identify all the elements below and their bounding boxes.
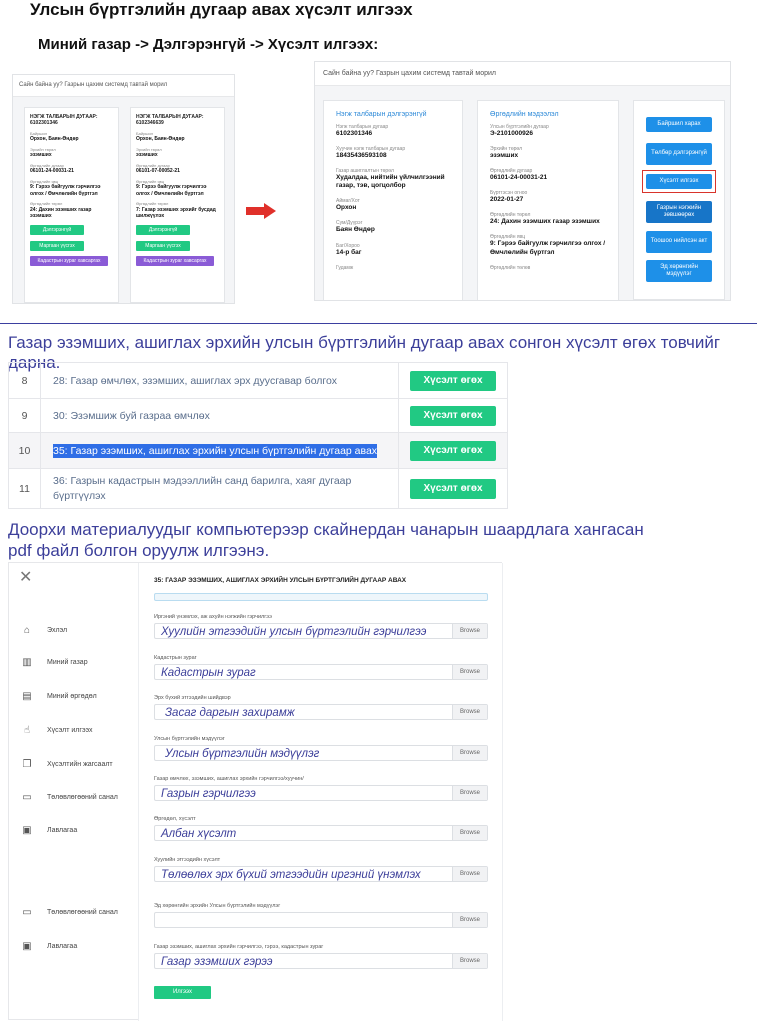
row-number: 9 [9, 399, 41, 433]
details-button[interactable]: Дэлгэрэнгүй [136, 225, 190, 235]
field-label: Бүртгэсэн огноо [490, 190, 528, 197]
file-field-label: Өргөдөл, хүсэлт [154, 816, 196, 822]
request-button[interactable]: Хүсэлт өгөх [410, 371, 496, 391]
highlight-box [642, 170, 716, 193]
sidebar-item-home[interactable] [21, 624, 67, 636]
file-input[interactable] [154, 912, 488, 928]
field-label: Өргөдлийн төлөв [490, 264, 531, 271]
sidebar-item-label: Хүсэлтийн жагсаалт [47, 760, 113, 768]
document-icon: ▤ [22, 690, 32, 702]
sidebar-item-reference[interactable] [21, 824, 77, 836]
file-name: Кадастрын зураг [161, 667, 256, 679]
file-input[interactable] [154, 953, 488, 969]
field-label: Өргөдлийн явц [30, 178, 59, 184]
row-number: 8 [9, 363, 41, 399]
row-number: 10 [9, 433, 41, 469]
field-value: 24: Дахин эзэмших газар эзэмших [30, 206, 92, 219]
field-label: Өргөдлийн явц [136, 178, 165, 184]
hand-icon: ☝ [23, 724, 31, 736]
field-label: Хуучин нэгж талбарын дугаар [336, 145, 406, 152]
file-field-label: Газар өмчлөх, эзэмших, ашиглах эрхийн гэрчилгээ/хуучин/ [154, 776, 304, 782]
field-value: 9: Гэрээ байгуулж гэрчилгээ олгох / Өмчлөлийн бүртгэл [136, 184, 207, 197]
file-field [154, 655, 488, 680]
field-value: 06101-24-00031-21 [30, 168, 74, 175]
sidebar-item-label: Төлөвлөгөөний санал [47, 793, 118, 801]
field-label: Аймаг/Хот [336, 198, 360, 205]
browse-button[interactable]: Browse [452, 954, 487, 968]
page-title: Улсын бүртгэлийн дугаар авах хүсэлт илгээх [30, 0, 413, 19]
field-label: Өргөдлийн төрөл [136, 200, 169, 206]
file-field-label: Эрх бүхий этгээдийн шийдвэр [154, 695, 231, 701]
field-value: 7: Газар эзэмших эрхийг бусдад шилжүүлэх [136, 206, 216, 219]
upload-form [138, 563, 503, 1021]
file-field-label: Хуулийн этгээдийн хүсэлт [154, 857, 221, 863]
list-icon: ❐ [22, 758, 32, 770]
field-label: Өргөдлийн явц [490, 234, 526, 241]
screen-parcel-detail [314, 61, 731, 301]
submit-button[interactable]: Илгээх [154, 986, 211, 999]
map-icon: ▥ [22, 656, 32, 668]
field-label: Улсын бүртгэлийн дугаар [490, 123, 549, 130]
file-name: Албан хүсэлт [161, 828, 237, 840]
file-input[interactable] [154, 785, 488, 801]
field-value: эзэмших [136, 152, 158, 159]
field-value: эзэмших [30, 152, 52, 159]
section-divider [0, 323, 757, 324]
field-label: Гудамж [336, 264, 354, 271]
field-label: Өргөдлийн дугаар [30, 162, 64, 168]
details-button[interactable]: Дэлгэрэнгүй [30, 225, 84, 235]
file-field [154, 776, 488, 801]
request-button[interactable]: Хүсэлт өгөх [410, 406, 496, 426]
browse-button[interactable]: Browse [452, 746, 487, 760]
sidebar-item-label: Лавлагаа [47, 826, 78, 834]
home-icon: ⌂ [23, 624, 31, 636]
sidebar-item-label: Хүсэлт илгээх [47, 726, 93, 734]
field-label: Нэгж талбарын дугаар [336, 123, 389, 130]
file-input[interactable] [154, 825, 488, 841]
file-input[interactable] [154, 623, 488, 639]
file-field-label: Эд хөрөнгийн эрхийн Улсын бүртгэлийн мэдүүлэг [154, 903, 281, 909]
parcel-number: 6102301346 [30, 120, 58, 127]
chat-icon: ▭ [22, 906, 32, 918]
sidebar-item-my-applications[interactable] [21, 690, 97, 702]
parcel-detail-heading: Нэгж талбарын дэлгэрэнгүй [336, 111, 427, 118]
browse-button[interactable]: Browse [452, 786, 487, 800]
field-value: Орхон [336, 204, 357, 212]
attach-cadastral-button[interactable]: Кадастрын зураг хавсаргах [136, 256, 214, 266]
file-field [154, 614, 488, 639]
sidebar-item-label: Лавлагаа [47, 942, 78, 950]
field-value: Э-2101000926 [490, 129, 533, 137]
screen-my-land [12, 74, 235, 304]
parcel-detail-card [323, 100, 463, 301]
inbox-icon: ▣ [22, 824, 32, 836]
file-name: Улсын бүртгэлийн мэдүүлэг [165, 748, 320, 760]
parcel-number-label: НЭГЖ ТАЛБАРЫН ДУГААР: [136, 114, 204, 120]
screen-upload-form [8, 562, 502, 1020]
instruction-caption: pdf файл болгон оруулж илгээнэ. [8, 541, 270, 560]
parcel-card [24, 107, 119, 303]
file-name: Хуулийн этгээдийн улсын бүртгэлийн гэрчилгээ [161, 626, 427, 638]
parcel-number-label: НЭГЖ ТАЛБАРЫН ДУГААР: [30, 114, 98, 120]
field-label: Баг/Хороо [336, 242, 360, 249]
file-name: Засаг даргын захирамж [165, 707, 295, 719]
application-heading: Өргөдлийн мэдээлэл [490, 111, 559, 118]
file-field [154, 944, 488, 969]
file-input[interactable] [154, 704, 488, 720]
sidebar-item-label: Эхлэл [47, 626, 68, 634]
field-label: Газар ашиглалтын төрөл [336, 168, 394, 174]
field-label: Өргөдлийн дугаар [136, 162, 170, 168]
table-row [9, 399, 508, 433]
file-input[interactable] [154, 745, 488, 761]
field-value: Орхон, Баян-Өндөр [30, 136, 79, 143]
row-number: 11 [9, 469, 41, 509]
field-value: 06101-24-00031-21 [490, 174, 548, 181]
property-declaration-button[interactable]: Эд хөрөнгийн мэдүүлэг [646, 260, 712, 282]
file-field-label: Кадастрын зураг [154, 655, 197, 661]
field-label: Өргөдлийн төрөл [30, 200, 63, 206]
file-input[interactable] [154, 866, 488, 882]
file-field [154, 903, 488, 928]
field-value: 9: Гэрээ байгуулж гэрчилгээ олгох / Өмчлөлийн бүртгэл [30, 184, 101, 197]
table-row [9, 469, 508, 509]
service-name: 36: Газрын кадастрын мэдээллийн санд барилга, хаяг дугаар бүртгүүлэх [41, 469, 399, 509]
browse-button[interactable]: Browse [452, 826, 487, 840]
field-value: эзэмших [490, 151, 519, 159]
table-row [9, 363, 508, 399]
sidebar-item-label: Төлөвлөгөөний санал [47, 908, 118, 916]
parcel-card [130, 107, 225, 303]
field-label: Сум/Дүүрэг [336, 220, 363, 227]
field-value: 2022-01-27 [490, 196, 524, 204]
table-row-selected [9, 433, 508, 469]
close-icon[interactable]: ✕ [19, 569, 33, 586]
chat-icon: ▭ [22, 791, 32, 803]
file-field-label: Иргэний үнэмлэх, аж ахуйн нэгжийн гэрчилгээ [154, 614, 272, 620]
arrow-right-icon [246, 203, 276, 219]
field-label: Эрхийн төрөл [136, 146, 162, 152]
field-value: 9: Гэрээ байгуулж гэрчилгээ олгох / Өмчлөлийн бүртгэл [490, 240, 606, 256]
file-field-label: Газар эзэмших, ашиглах эрхийн гэрчилгээ, гэрээ, кадастрын зураг [154, 944, 324, 950]
sidebar-item-plan-proposal[interactable] [21, 906, 118, 918]
browse-button[interactable]: Browse [452, 624, 487, 638]
parcel-number: 6102346639 [136, 120, 164, 127]
file-field [154, 736, 488, 761]
application-card [477, 100, 619, 301]
service-name-highlighted: 35: Газар эзэмших, ашиглах эрхийн улсын бүртгэлийн дугаар авах [53, 444, 378, 457]
sidebar-item-request-list[interactable] [21, 758, 113, 770]
file-field-label: Улсын бүртгэлийн мэдүүлэг [154, 736, 225, 742]
land-unit-approve-button[interactable]: Газрын нэгжийн зөвшөөрөх [646, 201, 712, 223]
request-button[interactable]: Хүсэлт өгөх [410, 441, 496, 461]
field-value: 14-р баг [336, 248, 362, 256]
field-value: 24: Дахин эзэмших газар эзэмших [490, 218, 600, 226]
sidebar-item-my-land[interactable] [21, 656, 88, 668]
form-title: 35: ГАЗАР ЭЗЭМШИХ, АШИГЛАХ ЭРХИЙН УЛСЫН БҮРТГЭЛИЙН ДУГААР АВАХ [154, 577, 407, 584]
field-value: Баян Өндөр [336, 226, 375, 234]
dispute-button[interactable]: Маргаан үүсгэх [30, 241, 84, 251]
field-value: 6102301346 [336, 129, 373, 137]
attach-cadastral-button[interactable]: Кадастрын зураг хавсаргах [30, 256, 108, 266]
payment-details-button[interactable]: Төлбөр дэлгэрэнгүй [646, 143, 712, 165]
sidebar-item-label: Миний газар [47, 658, 88, 666]
file-name: Төлөөлөх эрх бүхий этгээдийн иргэний үнэмлэх [161, 869, 421, 881]
field-label: Эрхийн төрөл [490, 145, 523, 152]
file-field [154, 857, 488, 882]
field-label: Өргөдлийн дугаар [490, 168, 533, 174]
file-name: Газрын гэрчилгээ [161, 788, 256, 800]
request-button[interactable]: Хүсэлт өгөх [410, 479, 496, 499]
file-name: Газар эзэмших гэрээ [161, 956, 273, 968]
reconciliation-act-button[interactable]: Тоошоо нийлсэн акт [646, 231, 712, 253]
service-name: 28: Газар өмчлөх, эзэмших, ашиглах эрх дуусгавар болгох [41, 363, 399, 399]
field-value: 18435436593108 [336, 151, 387, 159]
browse-button[interactable]: Browse [452, 705, 487, 719]
actions-card [633, 100, 725, 300]
welcome-bar: Сайн байна уу? Газрын цахим системд тавтай морил [13, 75, 234, 97]
browse-button[interactable]: Browse [452, 867, 487, 881]
field-value: Худалдаа, нийтийн үйлчилгээний газар, тэв, цогцолбор [336, 174, 445, 190]
send-request-button[interactable]: Хүсэлт илгээх [646, 174, 712, 189]
service-table [8, 362, 508, 509]
field-label: Өргөдлийн төрөл [490, 212, 531, 219]
instruction-caption: Доорхи материалуудыг компьютерээр скайнердан чанарын шаардлага хангасан [8, 520, 644, 539]
breadcrumb: Миний газар -> Дэлгэрэнгүй -> Хүсэлт илгээх: [38, 36, 379, 53]
sidebar-item-send-request[interactable] [21, 724, 93, 736]
field-label: Байршил [136, 130, 154, 136]
dispute-button[interactable]: Маргаан үүсгэх [136, 241, 190, 251]
view-location-button[interactable]: Байршил харах [646, 117, 712, 132]
field-label: Байршил [30, 130, 48, 136]
field-label: Эрхийн төрөл [30, 146, 56, 152]
instruction-caption: Газар эзэмших, ашиглах эрхийн улсын бүртгэлийн дугаар авах сонгон хүсэлт өгөх товчийг дарна. [8, 333, 721, 373]
field-value: Орхон, Баян-Өндөр [136, 136, 185, 143]
progress-bar [154, 593, 488, 601]
browse-button[interactable]: Browse [452, 665, 487, 679]
browse-button[interactable]: Browse [452, 913, 487, 927]
field-value: 06101-07-00052-21 [136, 168, 180, 175]
file-input[interactable] [154, 664, 488, 680]
inbox-icon: ▣ [22, 940, 32, 952]
file-field [154, 695, 488, 720]
welcome-bar: Сайн байна уу? Газрын цахим системд тавтай морил [315, 62, 730, 86]
sidebar-item-plan-proposal[interactable] [21, 791, 118, 803]
service-name: 30: Эзэмшиж буй газраа өмчлөх [41, 399, 399, 433]
sidebar-item-label: Миний өргөдөл [47, 692, 97, 700]
file-field [154, 816, 488, 841]
sidebar-item-reference[interactable] [21, 940, 77, 952]
